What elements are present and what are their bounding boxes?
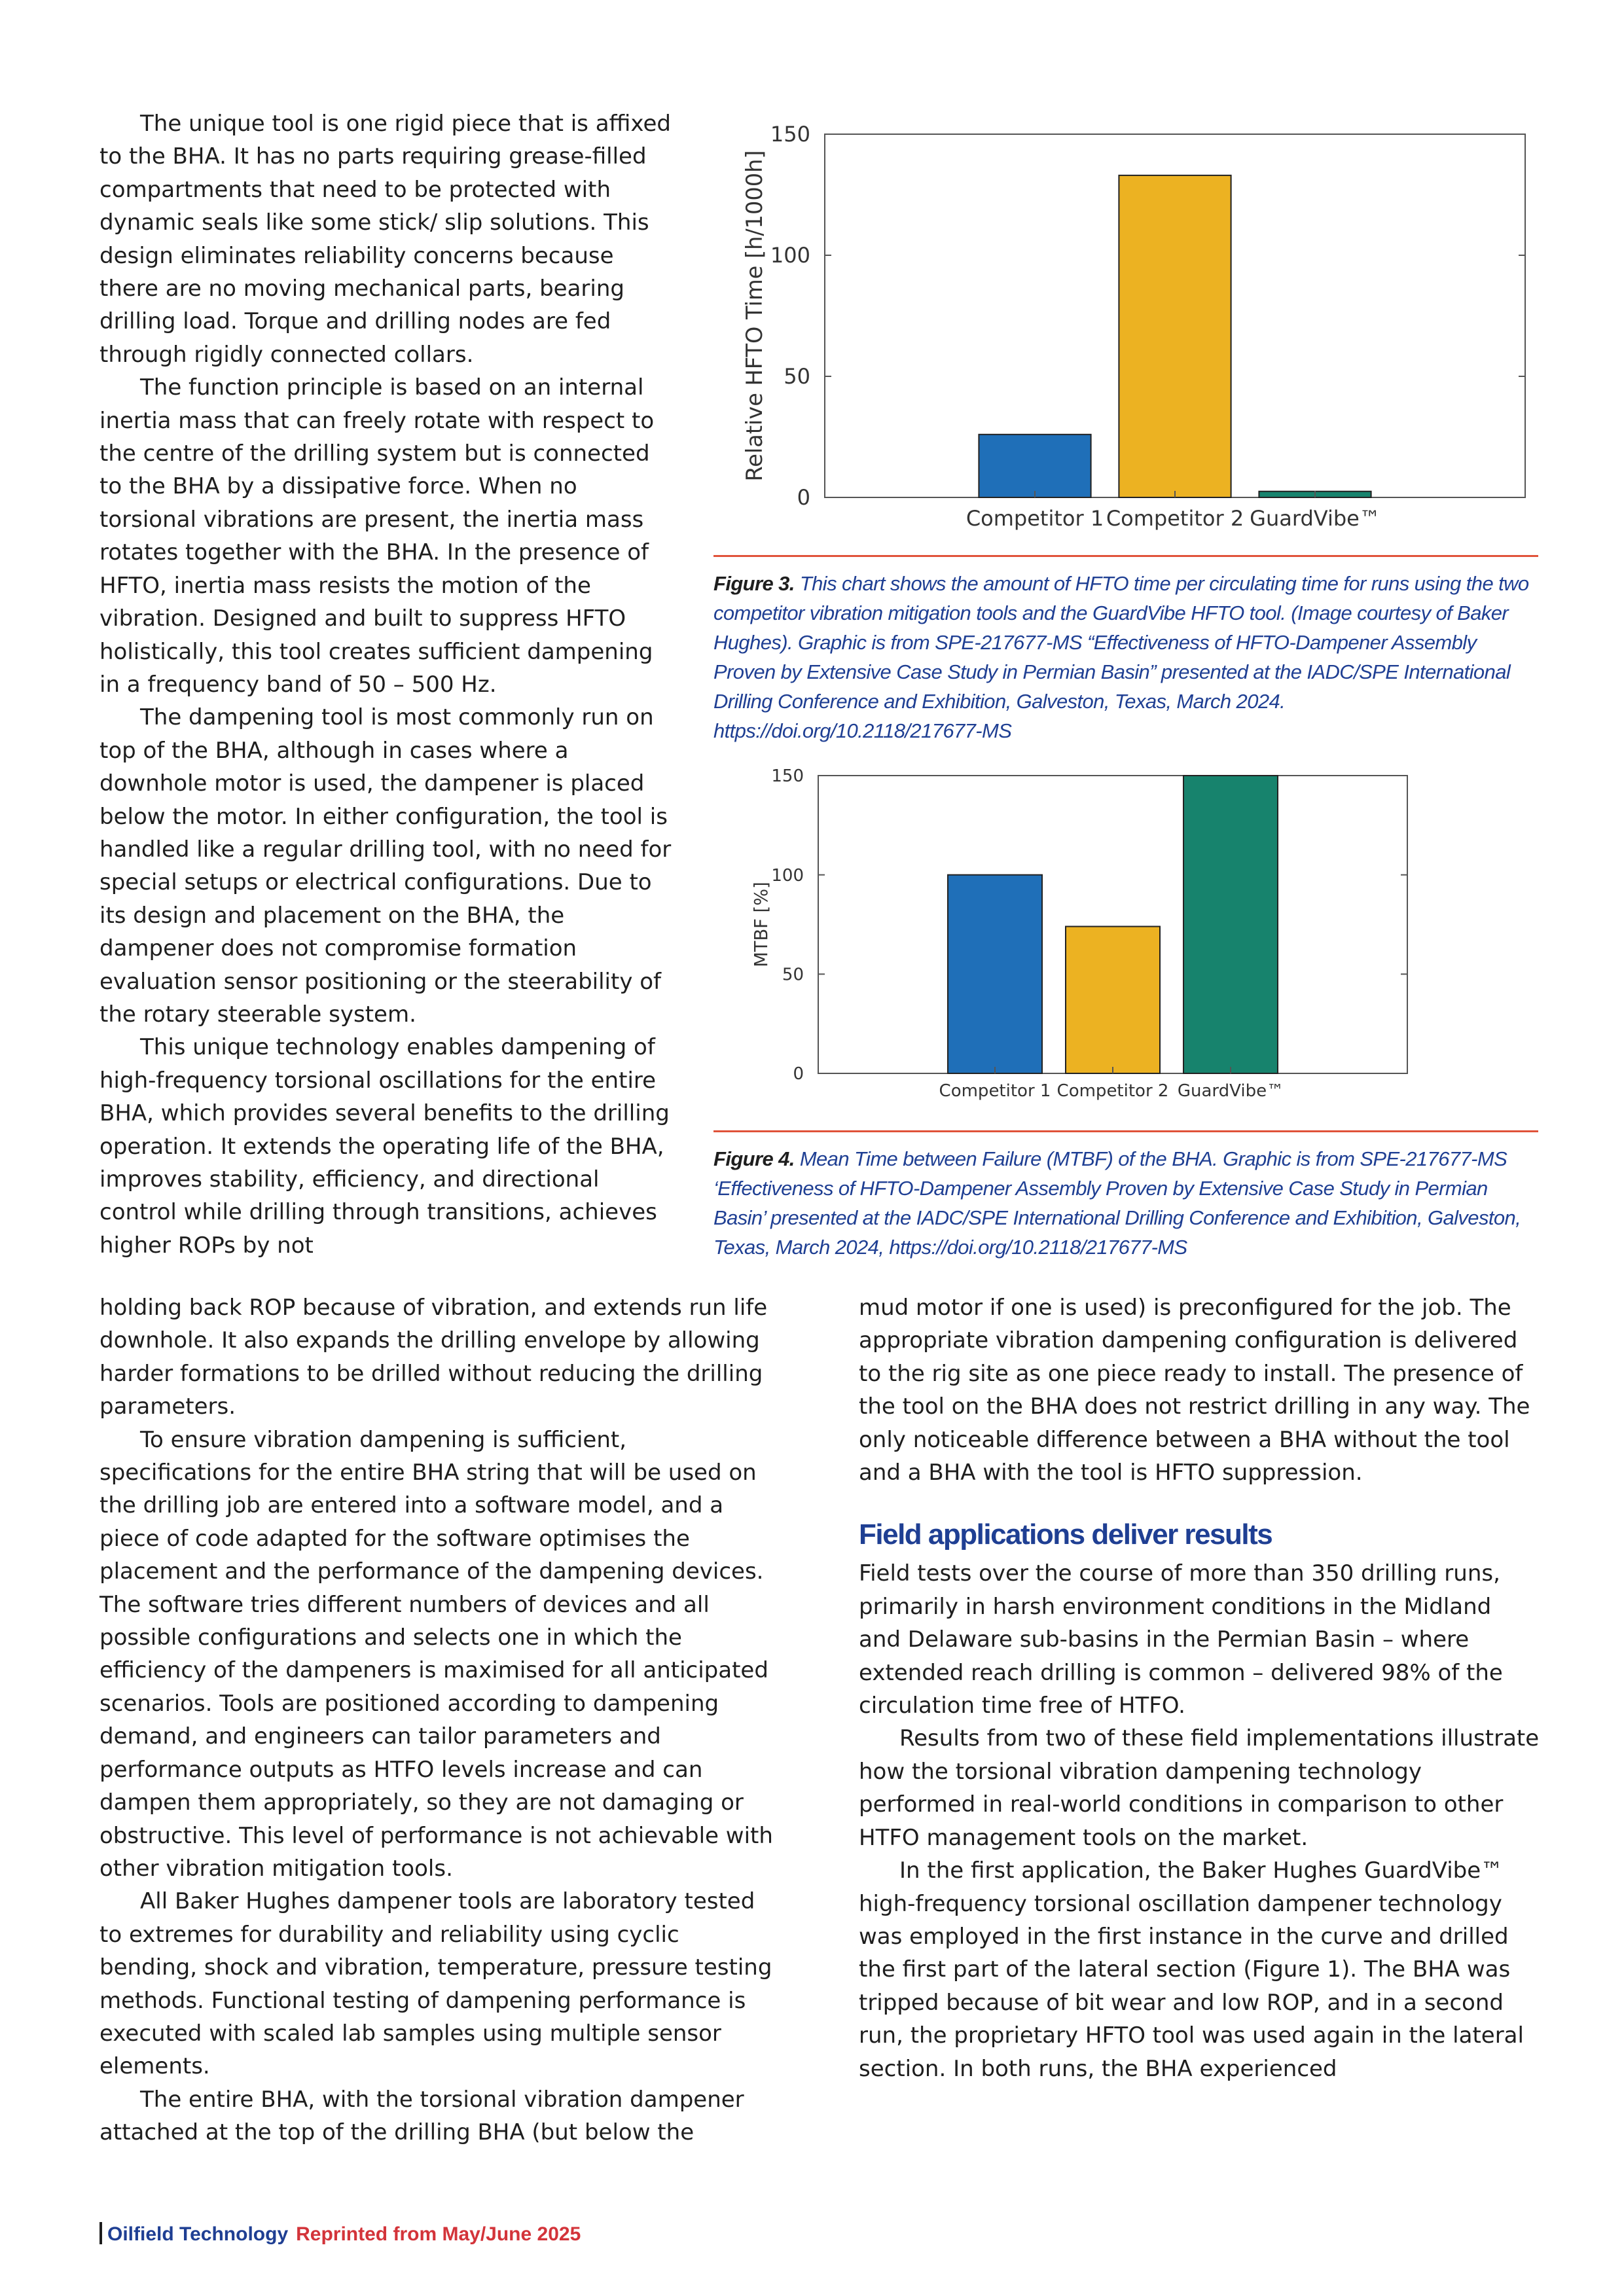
paragraph: All Baker Hughes dampener tools are laboratory tested to extremes for durability and reliability using cyclic bending, shock and vibration, temperature, pressure testing methods. Functional testing of dampening performance is executed with scaled lab samples using multiple sensor elements. <box>99 1888 772 2080</box>
y-axis-label: Relative HFTO Time [h/1000h] <box>742 150 767 482</box>
y-tick-label: 150 <box>771 766 804 787</box>
figure-3-plot <box>742 122 1525 531</box>
paragraph: mud motor if one is used) is preconfigured for the job. The appropriate vibration dampening configuration is delivered to the rig site as one piece ready to install. The presence of the tool on the BHA does not restrict drilling in any way. The only noticeable difference between a BHA without the tool and a BHA with the tool is HFTO suppression. <box>859 1295 1530 1486</box>
y-tick-label: 100 <box>771 865 804 886</box>
footer-divider <box>99 2222 102 2244</box>
y-tick-label: 100 <box>770 243 810 268</box>
paragraph: holding back ROP because of vibration, and extends run life downhole. It also expands the drilling envelope by allowing harder formations to be drilled without reducing the drilling parameters. <box>99 1295 768 1420</box>
figure-4-caption <box>713 1130 1538 1262</box>
section-heading: Field applications deliver results <box>859 1518 1272 1551</box>
x-tick-label: Competitor 1 <box>965 506 1104 531</box>
x-tick-label: GuardVibe™ <box>1177 1081 1284 1102</box>
figure-4-caption-text: Mean Time between Failure (MTBF) of the BHA. Graphic is from SPE-217677-MS ‘Effectiveness of HFTO-Dampener Assembly Proven by Extensive Case Study in Permian Basin’ presented at the IADC/SPE International Drilling Conference and Exhibition, Galveston, Texas, March 2024, https://doi.org/10.2118/217677-MS <box>713 1147 1521 1259</box>
figure-4-plot <box>751 766 1407 1101</box>
y-tick-label: 0 <box>797 485 810 511</box>
paragraph: In the first application, the Baker Hughes GuardVibe™ high-frequency torsional oscillation dampener technology was employed in the first instance in the curve and drilled the first part of the lateral section (Figure 1). The BHA was tripped because of bit wear and low ROP, and in a second run, the proprietary HFTO tool was used again in the lateral section. In both runs, the BHA experienced <box>859 1857 1524 2082</box>
paragraph: The unique tool is one rigid piece that is affixed to the BHA. It has no parts requiring grease-filled compartments that need to be protected with dynamic seals like some stick/ slip solutions. This design eliminates reliability concerns because there are no moving mechanical parts, bearing drilling load. Torque and drilling nodes are fed through rigidly connected collars. <box>99 111 671 368</box>
figure-4-chart <box>740 759 1545 1122</box>
right-column-bottom <box>859 1291 1540 2085</box>
bar-2 <box>1066 927 1160 1073</box>
figure-3-caption-text: This chart shows the amount of HFTO time per circulating time for runs using the two competitor vibration mitigation tools and the GuardVibe HFTO tool. (Image courtesy of Baker Hughes). Graphic is from SPE-217677-MS “Effectiveness of HFTO-Dampener Assembly Proven by Extensive Case Study in Permian Basin” presented at the IADC/SPE International Drilling Conference and Exhibition, Galveston, Texas, March 2024. https://doi.org/10.2118/217677-MS <box>713 572 1529 742</box>
paragraph: Field tests over the course of more than 350 drilling runs, primarily in harsh environment conditions in the Midland and Delaware sub-basins in the Permian Basin – where extended reach drilling is common – delivered 98% of the circulation time free of HTFO. <box>859 1560 1503 1719</box>
bar-2 <box>1119 175 1231 497</box>
bar-1 <box>979 435 1091 497</box>
page-footer <box>99 2222 581 2246</box>
paragraph: The dampening tool is most commonly run on top of the BHA, although in cases where a downhole motor is used, the dampener is placed below the motor. In either configuration, the tool is handled like a regular drilling tool, with no need for special setups or electrical configurations. Due to its design and placement on the BHA, the dampener does not compromise formation evaluation sensor positioning or the steerability of the rotary steerable system. <box>99 704 672 1028</box>
paragraph: The function principle is based on an internal inertia mass that can freely rotate with respect to the centre of the drilling system but is connected to the BHA by a dissipative force. When no torsional vibrations are present, the inertia mass rotates together with the BHA. In the presence of HFTO, inertia mass resists the motion of the vibration. Designed and built to suppress HFTO holistically, this tool creates sufficient dampening in a frequency band of 50 – 500 Hz. <box>99 374 655 698</box>
publication-name: Oilfield Technology <box>107 2223 289 2245</box>
x-tick-label: Competitor 2 <box>1056 1081 1169 1102</box>
y-tick-label: 150 <box>770 122 810 147</box>
left-column-top <box>99 107 676 1262</box>
paragraph: Results from two of these field implementations illustrate how the torsional vibration dampening technology performed in real-world conditions in comparison to other HTFO management tools on the market. <box>859 1725 1540 1851</box>
y-axis-label: MTBF [%] <box>751 882 772 967</box>
left-column-bottom <box>99 1291 780 2149</box>
x-tick-label: Competitor 1 <box>939 1081 1051 1102</box>
figure-3-label: Figure 3. <box>713 572 795 595</box>
figure-3-chart <box>740 118 1545 547</box>
figure-3-caption <box>713 555 1538 745</box>
figure-4-label: Figure 4. <box>713 1147 795 1170</box>
paragraph: The entire BHA, with the torsional vibration dampener attached at the top of the drilling BHA (but below the <box>99 2086 744 2146</box>
x-tick-label: GuardVibe™ <box>1250 506 1380 531</box>
y-tick-label: 50 <box>782 965 804 985</box>
y-tick-label: 50 <box>784 364 810 389</box>
x-tick-label: Competitor 2 <box>1106 506 1244 531</box>
bar-1 <box>948 875 1042 1073</box>
reprint-note: Reprinted from May/June 2025 <box>296 2223 581 2245</box>
paragraph: To ensure vibration dampening is sufficient, specifications for the entire BHA string that will be used on the drilling job are entered into a software model, and a piece of code adapted for the software optimises the placement and the performance of the dampening devices. The software tries different numbers of devices and all possible configurations and selects one in which the efficiency of the dampeners is maximised for all anticipated scenarios. Tools are positioned according to dampening demand, and engineers can tailor parameters and performance outputs as HTFO levels increase and can dampen them appropriately, so they are not damaging or obstructive. This level of performance is not achievable with other vibration mitigation tools. <box>99 1426 773 1882</box>
paragraph: This unique technology enables dampening of high-frequency torsional oscillations for the entire BHA, which provides several benefits to the drilling operation. It extends the operating life of the BHA, improves stability, efficiency, and directional control while drilling through transitions, achieves higher ROPs by not <box>99 1034 670 1259</box>
y-tick-label: 0 <box>793 1064 804 1085</box>
bar-3 <box>1183 776 1278 1073</box>
